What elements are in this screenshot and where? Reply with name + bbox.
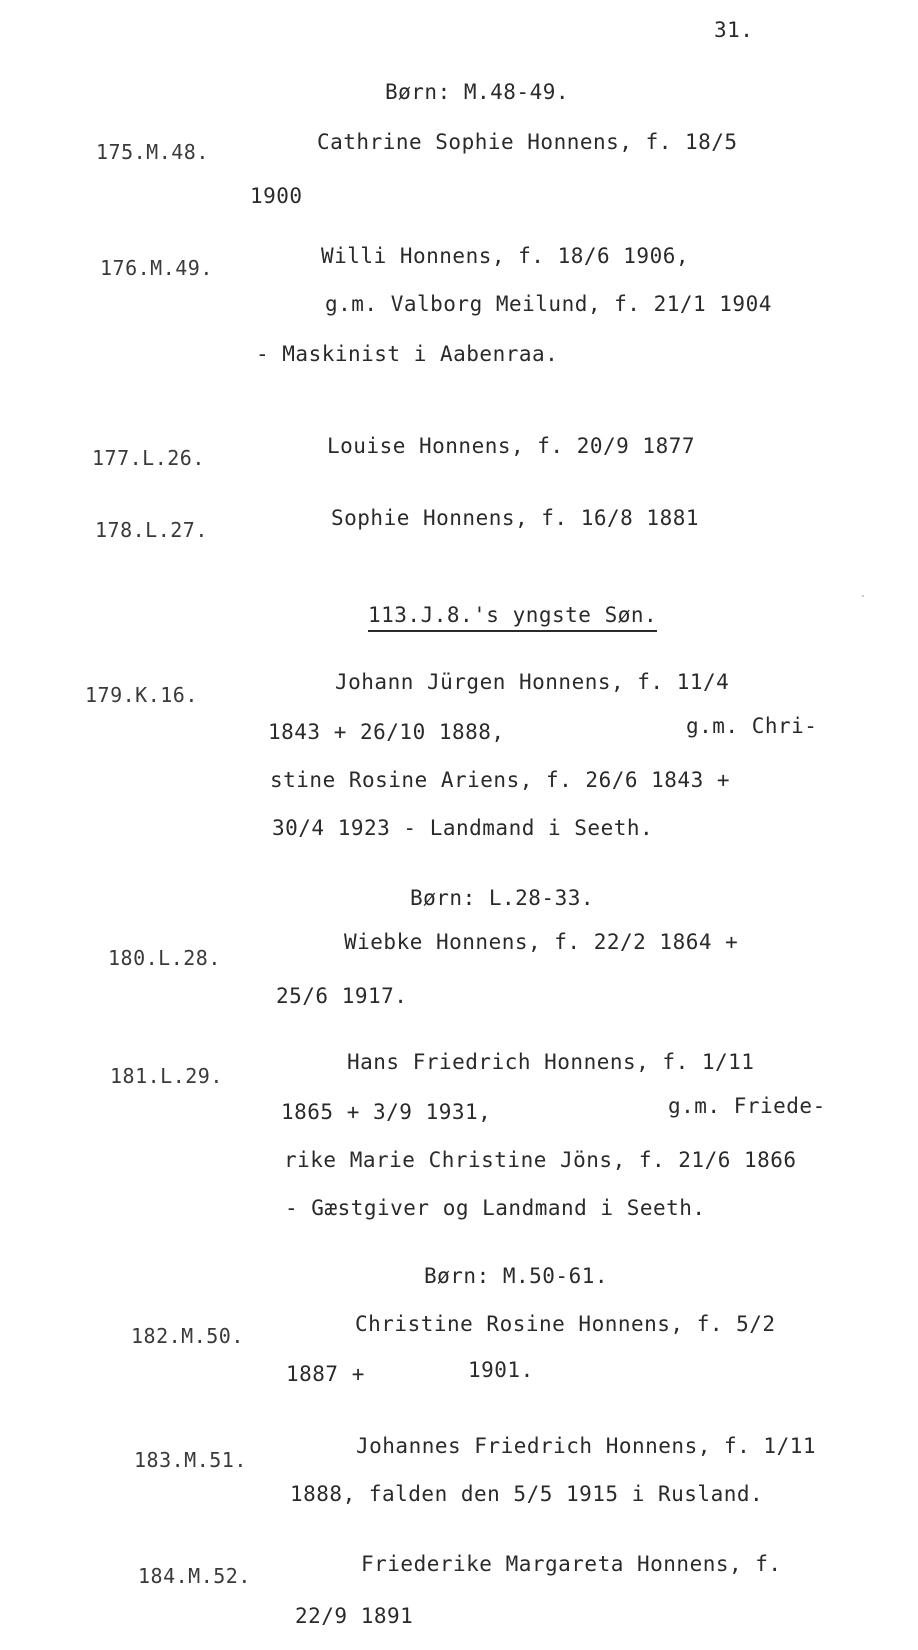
entry-ref-177: 177.L.26. <box>92 446 205 470</box>
entry-ref-183: 183.M.51. <box>134 1448 247 1472</box>
entry-181-line-1: Hans Friedrich Honnens, f. 1/11 <box>347 1050 755 1074</box>
entry-ref-176: 176.M.49. <box>100 256 213 280</box>
entry-177-line-1: Louise Honnens, f. 20/9 1877 <box>327 434 696 458</box>
entry-179-line-2b: g.m. Chri- <box>686 714 818 738</box>
entry-ref-181: 181.L.29. <box>110 1064 223 1088</box>
entry-184-line-1: Friederike Margareta Honnens, f. <box>361 1552 782 1576</box>
entry-ref-182: 182.M.50. <box>131 1324 244 1348</box>
paper-speck <box>862 595 864 597</box>
entry-184-line-2: 22/9 1891 <box>295 1604 414 1628</box>
entry-181-line-2b: g.m. Friede- <box>668 1094 826 1118</box>
entry-175-line-2: 1900 <box>250 184 303 208</box>
page-number: 31. <box>714 18 754 42</box>
entry-ref-178: 178.L.27. <box>95 518 208 542</box>
entry-181-line-3: rike Marie Christine Jöns, f. 21/6 1866 <box>284 1148 797 1172</box>
entry-179-line-3: stine Rosine Ariens, f. 26/6 1843 + <box>270 768 731 792</box>
entry-182-line-1: Christine Rosine Honnens, f. 5/2 <box>355 1312 776 1336</box>
entry-182-line-2b: 1901. <box>468 1358 534 1382</box>
entry-183-line-2: 1888, falden den 5/5 1915 i Rusland. <box>290 1482 764 1506</box>
section-heading-113: 113.J.8.'s yngste Søn. <box>368 605 657 632</box>
entry-175-line-1: Cathrine Sophie Honnens, f. 18/5 <box>317 130 738 154</box>
entry-183-line-1: Johannes Friedrich Honnens, f. 1/11 <box>356 1434 817 1458</box>
entry-176-line-2: g.m. Valborg Meilund, f. 21/1 1904 <box>325 292 772 316</box>
children-heading-m50: Børn: M.50-61. <box>424 1264 609 1288</box>
entry-179-line-4: 30/4 1923 - Landmand i Seeth. <box>272 816 654 840</box>
entry-ref-180: 180.L.28. <box>108 946 221 970</box>
entry-ref-175: 175.M.48. <box>96 140 209 164</box>
entry-ref-184: 184.M.52. <box>138 1564 251 1588</box>
entry-181-line-4: - Gæstgiver og Landmand i Seeth. <box>285 1196 706 1220</box>
entry-ref-179: 179.K.16. <box>85 683 198 707</box>
entry-182-line-2a: 1887 + <box>286 1362 365 1386</box>
entry-178-line-1: Sophie Honnens, f. 16/8 1881 <box>331 506 700 530</box>
entry-181-line-2a: 1865 + 3/9 1931, <box>281 1100 492 1124</box>
entry-180-line-1: Wiebke Honnens, f. 22/2 1864 + <box>344 930 739 954</box>
entry-176-line-1: Willi Honnens, f. 18/6 1906, <box>321 244 690 268</box>
entry-176-line-3: - Maskinist i Aabenraa. <box>256 342 559 366</box>
entry-180-line-2: 25/6 1917. <box>276 984 408 1008</box>
entry-179-line-2a: 1843 + 26/10 1888, <box>268 720 505 744</box>
entry-179-line-1: Johann Jürgen Honnens, f. 11/4 <box>335 670 730 694</box>
children-heading-l28: Børn: L.28-33. <box>410 886 595 910</box>
children-heading-m48: Børn: M.48-49. <box>385 80 570 104</box>
